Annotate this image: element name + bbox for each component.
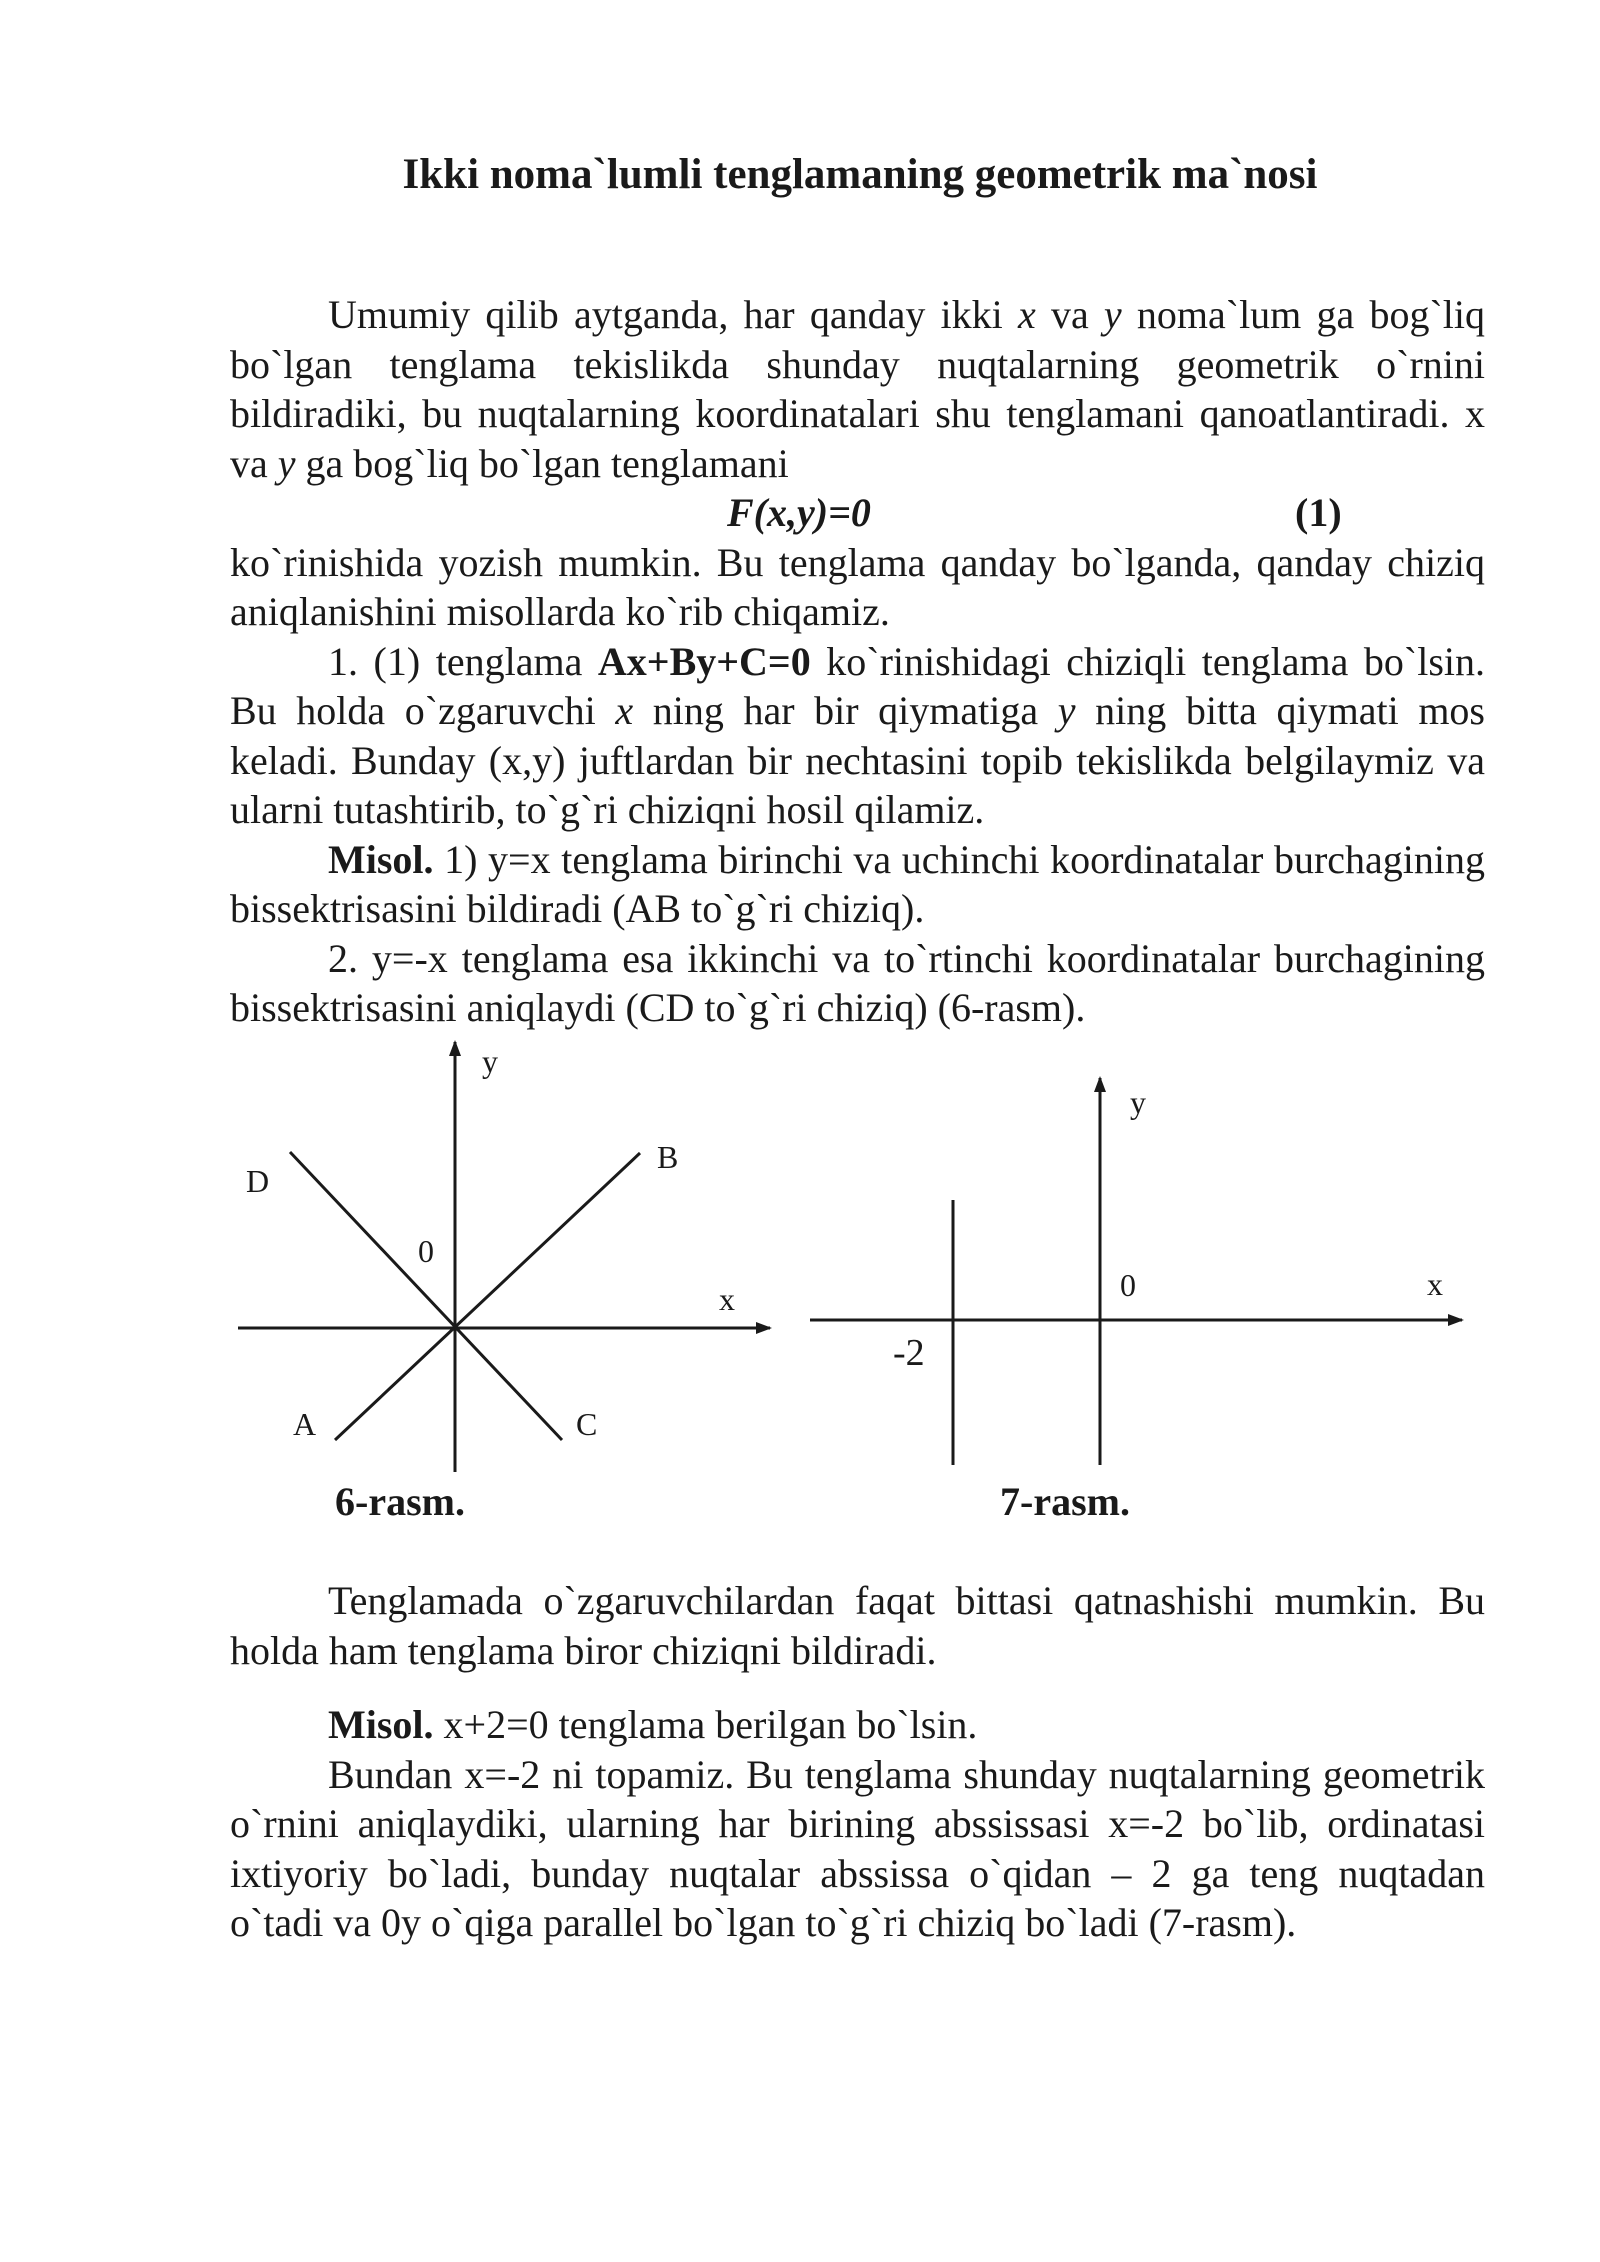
- fig7-label-origin: 0: [1120, 1267, 1136, 1303]
- text-span: Umumiy qilib aytganda, har qanday ikki: [328, 292, 1018, 337]
- paragraph-single-variable: Tenglamada o`zgaruvchilardan faqat bittasi qatnashishi mumkin. Bu holda ham tenglama biror chiziqni bildiradi.: [230, 1578, 1485, 1673]
- text-span: ko`rinishidagi chiziqli tenglama bo`lsin. Bu holda o`zgaruvchi: [230, 638, 1486, 733]
- text-span: ning har bir qiymatiga: [633, 688, 1058, 733]
- text-span: noma`lum ga bog`liq bo`lgan tenglama tekislikda shunday nuqtalarning geometrik o`rnini bildiradiki, bu nuqtalarning koordinatalari shu tenglamani qanoatlantiradi. x va: [230, 292, 1485, 486]
- formula: F(x,y)=0: [727, 490, 871, 535]
- fig6-line-cd: [290, 1152, 562, 1440]
- text-span: ga bog`liq bo`lgan tenglamani: [295, 440, 789, 486]
- text-span: va: [1035, 292, 1104, 337]
- fig7-label-x: x: [1427, 1266, 1443, 1302]
- text-block-bottom-1: [230, 1576, 1485, 1675]
- paragraph-solution: Bundan x=-2 ni topamiz. Bu tenglama shunday nuqtalarning geometrik o`rnini aniqlaydiki, ularning har birining abssissasi x=-2 bo`lib, ordinatasi ixtiyoriy bo`ladi, bunday nuqtalar abssissa o`qidan – 2 ga teng nuqtadan o`tadi va 0y o`qiga parallel bo`lgan to`g`ri chiziq bo`ladi (7-rasm).: [230, 1751, 1485, 1945]
- fig6-label-x: x: [719, 1281, 735, 1317]
- fig6-line-ab: [335, 1153, 640, 1440]
- page-title: Ikki noma`lumli tenglamaning geometrik ma`nosi: [402, 151, 1318, 198]
- figure-7: [810, 1078, 1462, 1524]
- fig6-label-c: C: [576, 1406, 598, 1442]
- var-x: x: [1017, 292, 1036, 337]
- paragraph-example-3: [230, 1700, 1485, 1750]
- linear-equation: Ax+By+C=0: [597, 638, 811, 684]
- text-span: 1. (1) tenglama: [328, 638, 598, 684]
- fig7-caption: 7-rasm.: [1000, 1479, 1130, 1524]
- example-label: Misol.: [328, 1702, 434, 1747]
- fig7-label-minus-2: -2: [893, 1332, 925, 1374]
- text-span: 1) y=x tenglama birinchi va uchinchi koordinatalar burchagining bissektrisasini bildiradi (AB to`g`ri chiziq).: [230, 836, 1485, 931]
- fig7-label-y: y: [1130, 1084, 1146, 1120]
- var-y: y: [1103, 292, 1122, 337]
- text-span: ning bitta qiymati mos keladi. Bunday (x,y) juftlardan bir nechtasini topib tekislikda belgilaymiz va ularni tutashtirib, to`g`ri chiziqni hosil qilamiz.: [230, 688, 1485, 832]
- text-block-bottom-2: [230, 1700, 1485, 1948]
- figure-6: [238, 1042, 770, 1524]
- fig6-caption: 6-rasm.: [335, 1479, 465, 1524]
- fig6-label-a: A: [293, 1406, 317, 1442]
- var-y: y: [277, 440, 296, 486]
- fig6-label-y: y: [482, 1043, 498, 1079]
- formula-number: (1): [1295, 490, 1342, 535]
- text-span: x+2=0 tenglama berilgan bo`lsin.: [433, 1702, 978, 1747]
- fig6-label-b: B: [657, 1139, 679, 1175]
- fig6-label-d: D: [246, 1163, 270, 1199]
- var-y: y: [1057, 688, 1076, 733]
- example-label: Misol.: [328, 836, 434, 882]
- var-x: x: [615, 688, 634, 733]
- paragraph-example-2: 2. y=-x tenglama esa ikkinchi va to`rtinchi koordinatalar burchagining bissektrisasini aniqlaydi (CD to`g`ri chiziq) (6-rasm).: [230, 935, 1485, 1030]
- fig6-label-origin: 0: [418, 1233, 434, 1269]
- paragraph-form: ko`rinishida yozish mumkin. Bu tenglama qanday bo`lganda, qanday chiziq aniqlanishini misollarda ko`rib chiqamiz.: [230, 539, 1485, 634]
